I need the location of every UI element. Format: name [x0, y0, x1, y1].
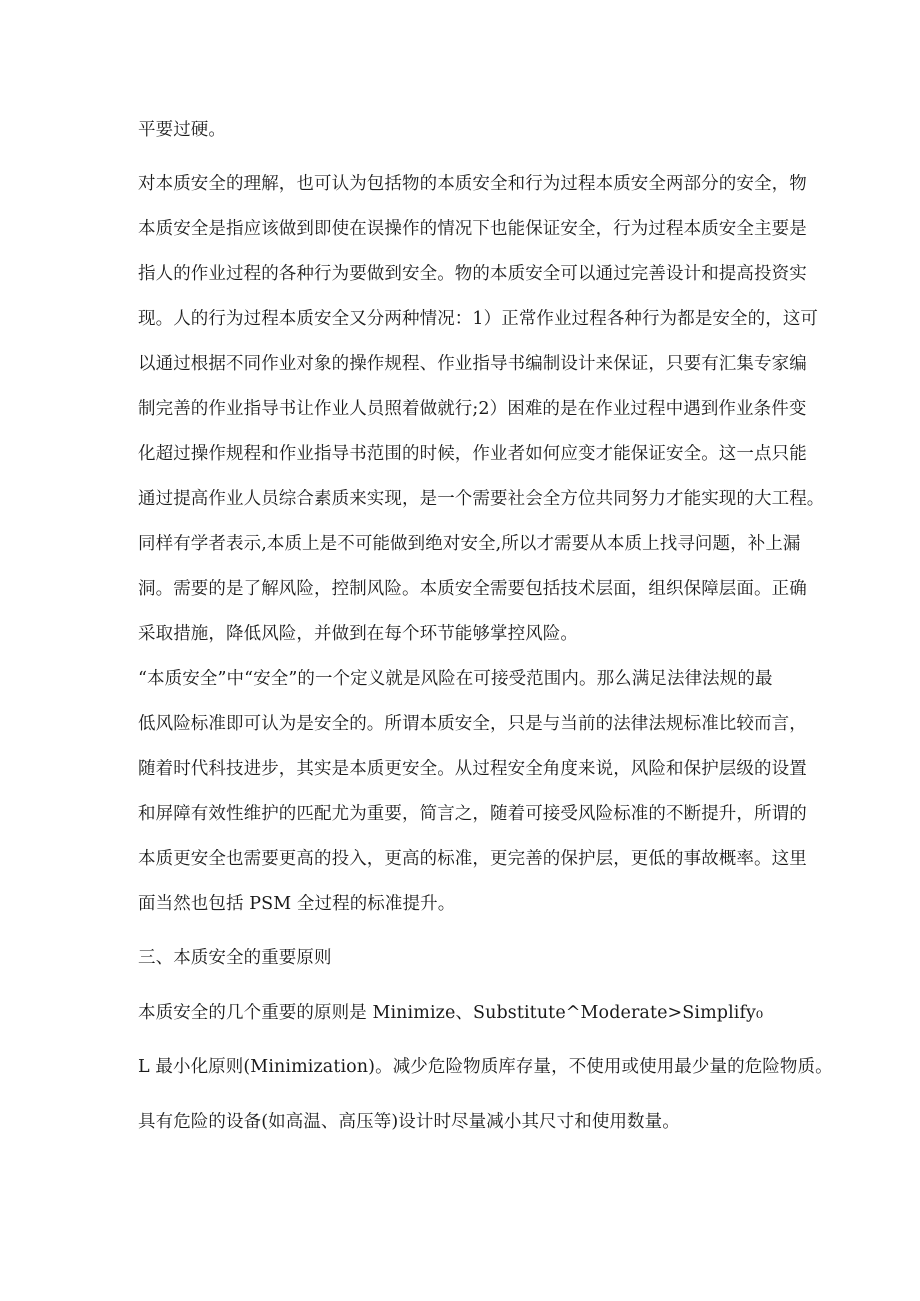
text-line: L 最小化原则(Minimization)。减少危险物质库存量，不使用或使用最少量的危险物质。	[138, 1057, 833, 1077]
text-line: 平要过硬。	[138, 120, 226, 140]
text-line: 通过提高作业人员综合素质来实现，是一个需要社会全方位共同努力才能实现的大工程。	[138, 489, 825, 509]
text-line: 低风险标准即可认为是安全的。所谓本质安全，只是与当前的法律法规标准比较而言，	[138, 714, 807, 734]
text-line: 本质更安全也需要更高的投入，更高的标准，更完善的保护层，更低的事故概率。这里	[138, 849, 807, 869]
text-line: 对本质安全的理解，也可认为包括物的本质安全和行为过程本质安全两部分的安全，物	[138, 174, 807, 194]
text-line: 以通过根据不同作业对象的操作规程、作业指导书编制设计来保证，只要有汇集专家编	[138, 354, 807, 374]
text-line: “本质安全”中“安全”的一个定义就是风险在可接受范围内。那么满足法律法规的最	[138, 669, 773, 689]
text-line: 指人的作业过程的各种行为要做到安全。物的本质安全可以通过完善设计和提高投资实	[138, 264, 807, 284]
text-line: 本质安全的几个重要的原则是 Minimize、Substitute^Moderate>Simplify₀	[138, 1003, 764, 1023]
text-line: 具有危险的设备(如高温、高压等)设计时尽量减小其尺寸和使用数量。	[138, 1112, 680, 1132]
text-line: 和屏障有效性维护的匹配尤为重要，简言之，随着可接受风险标准的不断提升，所谓的	[138, 804, 807, 824]
section-heading: 三、本质安全的重要原则	[138, 948, 332, 968]
text-line: 现。人的行为过程本质安全又分两种情况：1）正常作业过程各种行为都是安全的，这可	[138, 309, 819, 329]
text-line: 随着时代科技进步，其实是本质更安全。从过程安全角度来说，风险和保护层级的设置	[138, 759, 807, 779]
text-line: 采取措施，降低风险，并做到在每个环节能够掌控风险。	[138, 624, 578, 644]
text-line: 化超过操作规程和作业指导书范围的时候，作业者如何应变才能保证安全。这一点只能	[138, 444, 807, 464]
text-line: 制完善的作业指导书让作业人员照着做就行;2）困难的是在作业过程中遇到作业条件变	[138, 399, 807, 419]
text-line: 面当然也包括 PSM 全过程的标准提升。	[138, 894, 456, 914]
text-line: 本质安全是指应该做到即使在误操作的情况下也能保证安全，行为过程本质安全主要是	[138, 219, 807, 239]
text-line: 同样有学者表示,本质上是不可能做到绝对安全,所以才需要从本质上找寻问题，补上漏	[138, 534, 801, 554]
text-line: 洞。需要的是了解风险，控制风险。本质安全需要包括技术层面，组织保障层面。正确	[138, 579, 807, 599]
